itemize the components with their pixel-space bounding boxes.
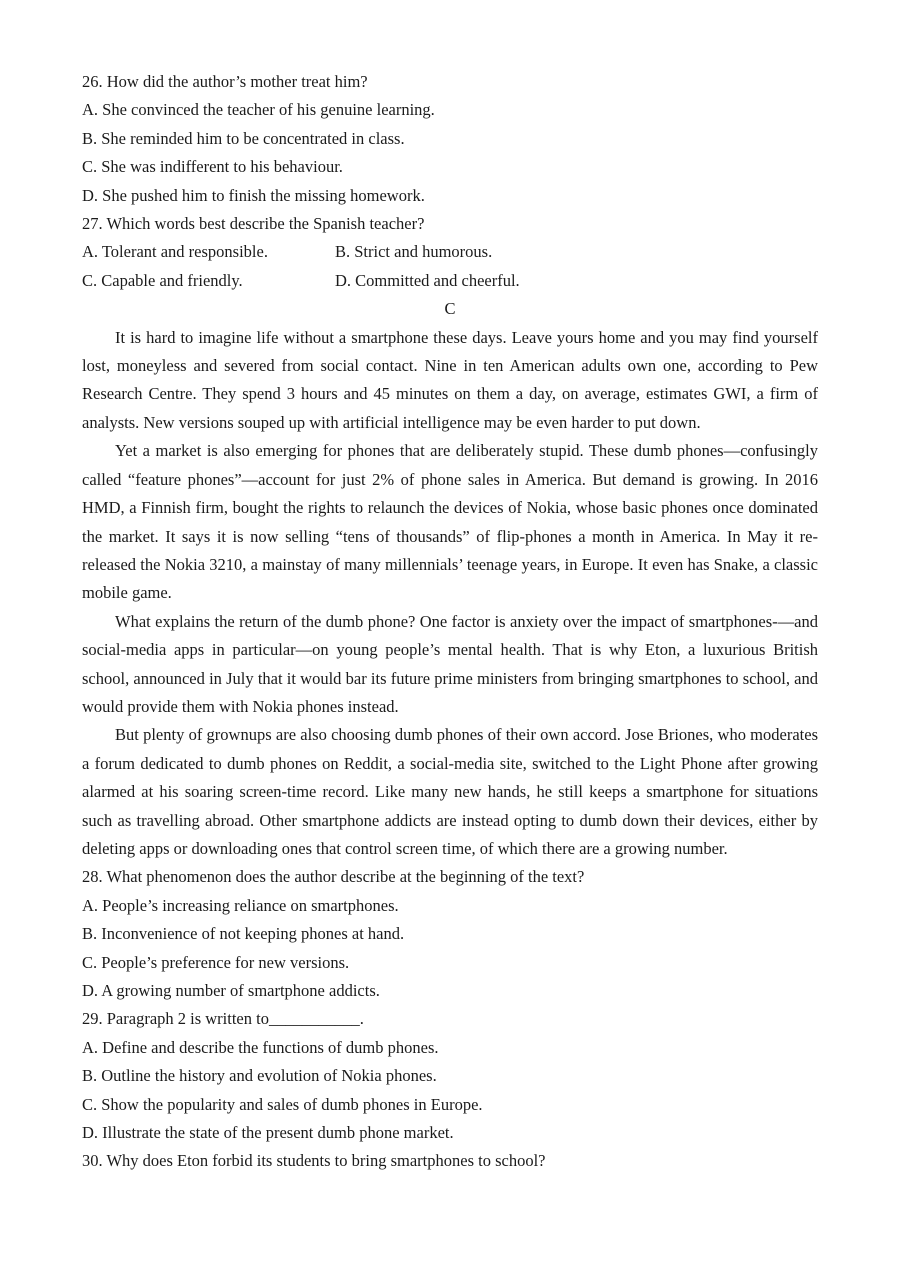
option-text: C. People’s preference for new versions. bbox=[82, 952, 350, 972]
passage-section-label: C bbox=[444, 299, 456, 319]
option-text: D. Committed and cheerful. bbox=[335, 270, 520, 290]
option-text: B. Inconvenience of not keeping phones at hand. bbox=[82, 924, 405, 944]
question-text: 29. Paragraph 2 is written to___________. bbox=[82, 1009, 364, 1029]
question-text: 30. Why does Eton forbid its students to bring smartphones to school? bbox=[82, 1151, 546, 1171]
question-text: 26. How did the author’s mother treat him? bbox=[82, 72, 368, 91]
question-text: 27. Which words best describe the Spanish teacher? bbox=[82, 214, 425, 234]
passage-paragraph: Yet a market is also emerging for phones that are deliberately stupid. These dumb phones—confusingly called “feature phones”—account for just 2% of phone sales in America. But demand is growing. In 2016 HMD, a Finnish firm, bought the rights to relaunch the devices of Nokia, whose basic phones once dominated the market. It says it is now selling “tens of thousands” of flip-phones a month in America. In May it re-released the Nokia 3210, a mainstay of many millennials’ teenage years, in Europe. It even has Snake, a classic mobile game. bbox=[82, 441, 818, 603]
questions-28-30 bbox=[82, 863, 818, 1175]
reading-passage bbox=[82, 324, 818, 864]
option-text: C. Capable and friendly. bbox=[82, 270, 243, 290]
option-text: A. Define and describe the functions of dumb phones. bbox=[82, 1037, 439, 1057]
option-text: A. People’s increasing reliance on smartphones. bbox=[82, 895, 399, 915]
passage-paragraph: But plenty of grownups are also choosing dumb phones of their own accord. Jose Briones, who moderates a forum dedicated to dumb phones on Reddit, a social-media site, switched to the Light Phone after growing alarmed at his soaring screen-time record. Like many new hands, he still keeps a smartphone for situations such as travelling abroad. Other smartphone addicts are instead opting to dumb down their devices, either by deleting apps or downloading ones that control screen time, of which there are a growing number. bbox=[82, 725, 818, 858]
option-text: D. A growing number of smartphone addicts. bbox=[82, 981, 380, 1000]
option-text: C. She was indifferent to his behaviour. bbox=[82, 157, 343, 177]
option-text: D. She pushed him to finish the missing homework. bbox=[82, 185, 425, 205]
option-text: B. Strict and humorous. bbox=[335, 242, 493, 262]
option-row bbox=[82, 238, 818, 266]
passage-paragraph: It is hard to imagine life without a smartphone these days. Leave yours home and you may find yourself lost, moneyless and severed from social contact. Nine in ten American adults own one, according to Pew Research Centre. They spend 3 hours and 45 minutes on them a day, on average, estimates GWI, a firm of analysts. New versions souped up with artificial intelligence may be even harder to put down. bbox=[82, 327, 818, 432]
passage-paragraph: What explains the return of the dumb phone? One factor is anxiety over the impact of smartphones-—and social-media apps in particular—on young people’s mental health. That is why Eton, a luxurious British school, announced in July that it would bar its future prime ministers from bringing smartphones to school, and would provide them with Nokia phones instead. bbox=[82, 611, 818, 716]
option-text: D. Illustrate the state of the present dumb phone market. bbox=[82, 1123, 454, 1143]
option-text: B. She reminded him to be concentrated in class. bbox=[82, 128, 405, 148]
option-text: A. She convinced the teacher of his genuine learning. bbox=[82, 100, 435, 120]
option-text: C. Show the popularity and sales of dumb phones in Europe. bbox=[82, 1094, 483, 1114]
option-text: A. Tolerant and responsible. bbox=[82, 242, 268, 262]
questions-26-27 bbox=[82, 68, 818, 295]
option-text: B. Outline the history and evolution of Nokia phones. bbox=[82, 1066, 437, 1086]
question-text: 28. What phenomenon does the author describe at the beginning of the text? bbox=[82, 867, 585, 887]
option-row bbox=[82, 267, 818, 295]
